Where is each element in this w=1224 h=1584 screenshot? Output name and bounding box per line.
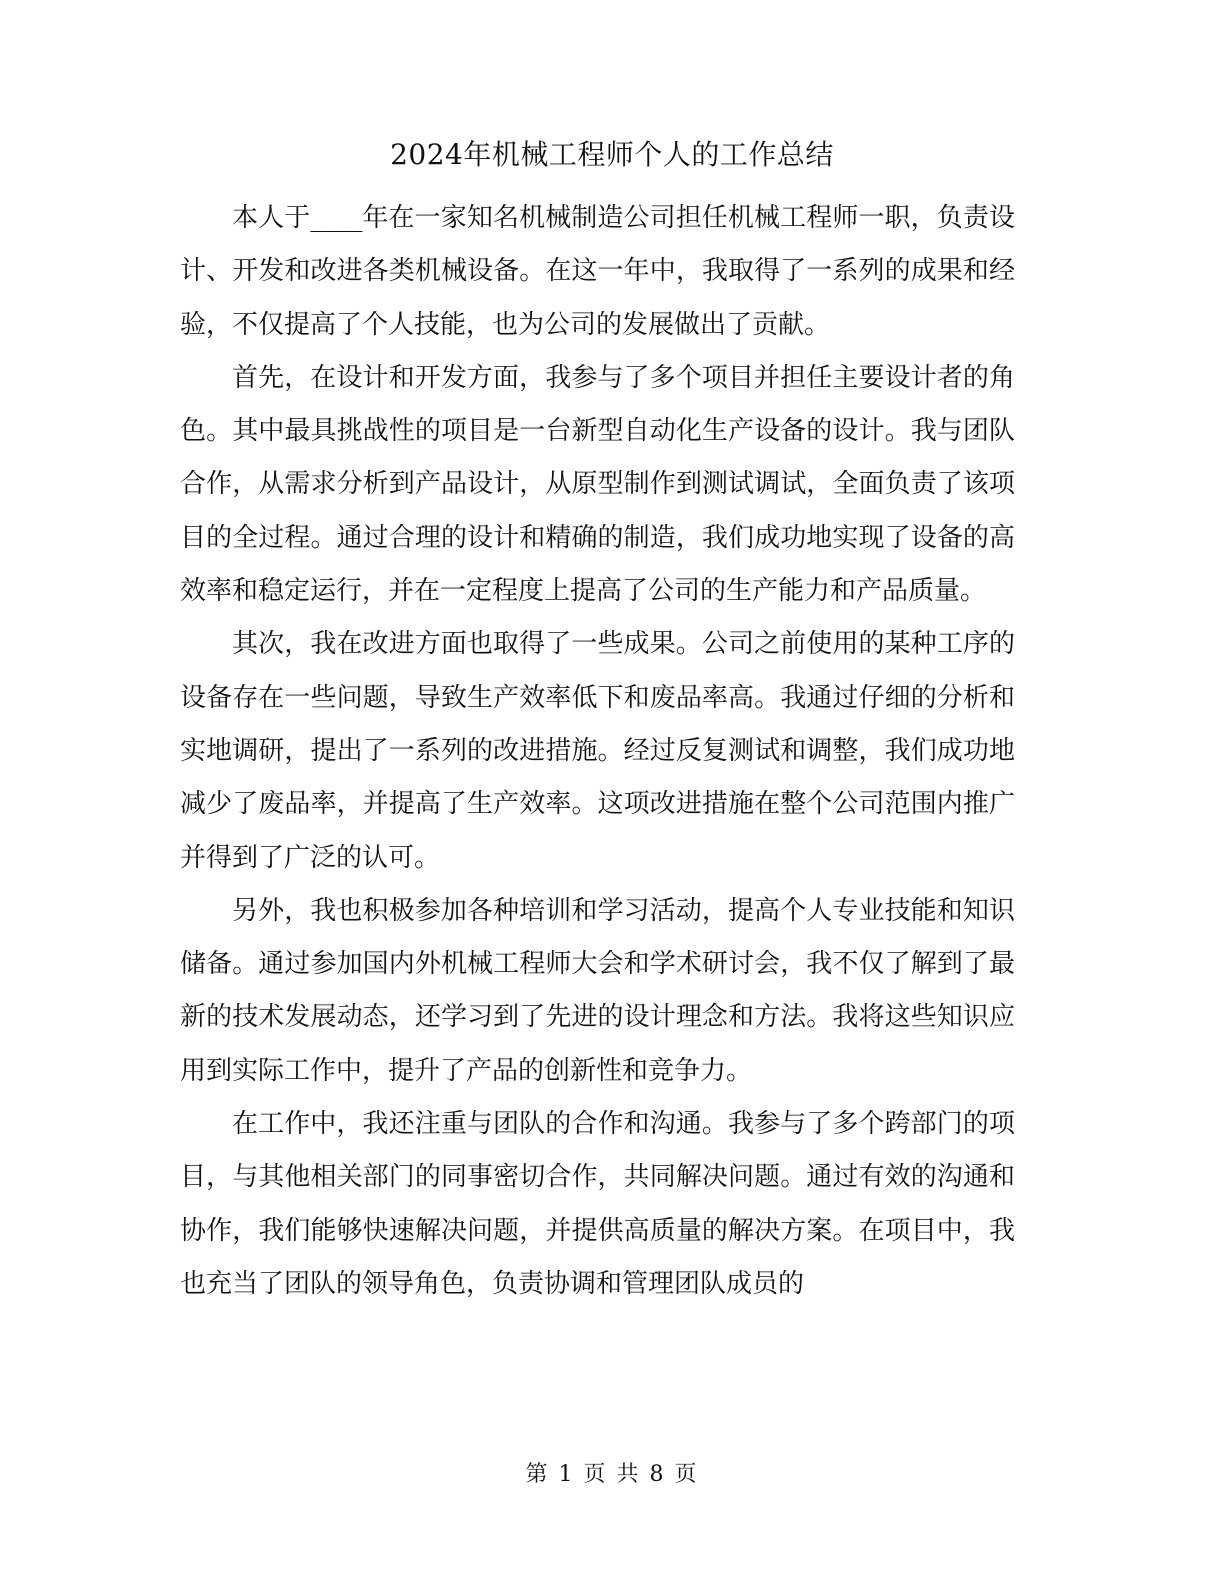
paragraph-4: 另外，我也积极参加各种培训和学习活动，提高个人专业技能和知识储备。通过参加国内外机械工程师大会和学术研讨会，我不仅了解到了最新的技术发展动态，还学习到了先进的设计理念和方法。我将这些知识应用到实际工作中，提升了产品的创新性和竞争力。 <box>180 895 1015 1086</box>
paragraph-2: 首先，在设计和开发方面，我参与了多个项目并担任主要设计者的角色。其中最具挑战性的项目是一台新型自动化生产设备的设计。我与团队合作，从需求分析到产品设计，从原型制作到测试调试，全面负责了该项目的全过程。通过合理的设计和精确的制造，我们成功地实现了设备的高效率和稳定运行，并在一定程度上提高了公司的生产能力和产品质量。 <box>180 362 1015 607</box>
document-body <box>180 192 1015 1311</box>
paragraph-1: 本人于____年在一家知名机械制造公司担任机械工程师一职，负责设计、开发和改进各类机械设备。在这一年中，我取得了一系列的成果和经验，不仅提高了个人技能，也为公司的发展做出了贡献。 <box>180 203 1015 340</box>
paragraph-5: 在工作中，我还注重与团队的合作和沟通。我参与了多个跨部门的项目，与其他相关部门的同事密切合作，共同解决问题。通过有效的沟通和协作，我们能够快速解决问题，并提供高质量的解决方案。在项目中，我也充当了团队的领导角色，负责协调和管理团队成员的 <box>180 1109 1015 1299</box>
page-footer: 第 1 页 共 8 页 <box>525 1462 699 1487</box>
paragraph-3: 其次，我在改进方面也取得了一些成果。公司之前使用的某种工序的设备存在一些问题，导致生产效率低下和废品率高。我通过仔细的分析和实地调研，提出了一系列的改进措施。经过反复测试和调整，我们成功地减少了废品率，并提高了生产效率。这项改进措施在整个公司范围内推广并得到了广泛的认可。 <box>180 629 1015 873</box>
document-title: 2024年机械工程师个人的工作总结 <box>390 138 834 171</box>
